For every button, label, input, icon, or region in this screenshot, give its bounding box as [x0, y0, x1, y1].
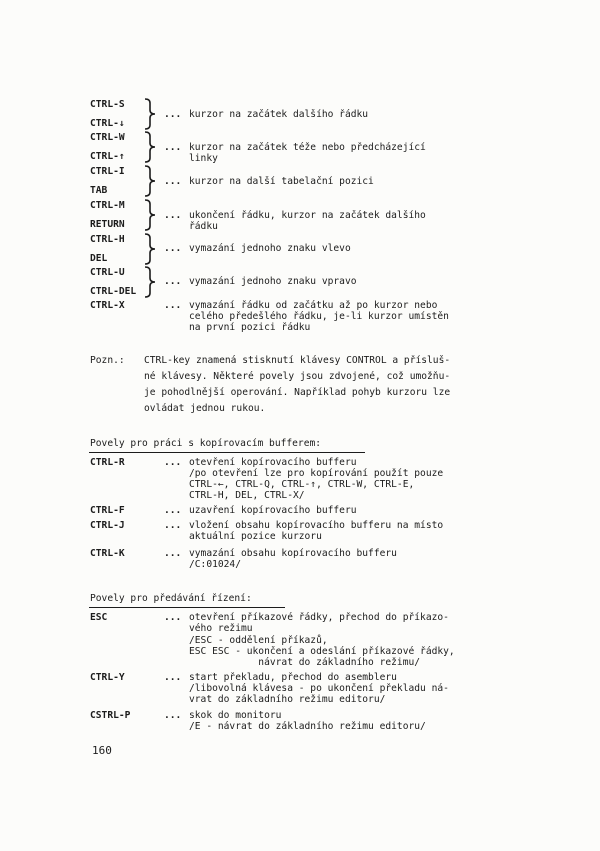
key-description: návrat do základního režimu/: [189, 657, 421, 668]
key-description: vymazání řádku od začátku až po kurzor nebo: [189, 300, 438, 311]
leader-dots: ...: [164, 672, 182, 683]
key-label: CTRL-M: [90, 200, 125, 211]
heading-underline: [89, 607, 285, 608]
leader-dots: ...: [164, 548, 182, 559]
page-number: 160: [92, 744, 112, 757]
key-label: CTRL-S: [90, 99, 125, 110]
key-description: otevření kopírovacího bufferu: [189, 457, 357, 468]
leader-dots: ...: [164, 612, 182, 623]
leader-dots: ...: [164, 176, 182, 187]
heading-underline: [89, 452, 365, 453]
right-brace-icon: [143, 233, 157, 265]
leader-dots: ...: [164, 710, 182, 721]
right-brace-icon: [143, 165, 157, 197]
key-description: vložení obsahu kopírovacího bufferu na místo: [189, 520, 444, 531]
key-description: na první pozici řádku: [189, 322, 311, 333]
key-description: linky: [189, 153, 218, 164]
key-description: vymazání obsahu kopírovacího bufferu: [189, 548, 397, 559]
key-label: CTRL-X: [90, 300, 125, 311]
key-description: aktuální pozice kurzoru: [189, 531, 322, 542]
key-description: CTRL-H, DEL, CTRL-X/: [189, 490, 305, 501]
key-description: uzavření kopírovacího bufferu: [189, 505, 357, 516]
section-heading: Povely pro práci s kopírovacím bufferem:: [90, 438, 322, 449]
note-label: Pozn.:: [90, 355, 125, 366]
right-brace-icon: [143, 266, 157, 298]
note-line: je pohodlnější operování. Například pohyb kurzoru lze: [144, 387, 451, 398]
note-line: ovládat jednou rukou.: [144, 403, 266, 414]
key-label: CTRL-↑: [90, 151, 125, 162]
key-description: kurzor na začátek dalšího řádku: [189, 109, 369, 120]
key-description: otevření příkazové řádky, přechod do příkazo-: [189, 612, 449, 623]
leader-dots: ...: [164, 276, 182, 287]
leader-dots: ...: [164, 243, 182, 254]
key-label: CTRL-H: [90, 234, 125, 245]
leader-dots: ...: [164, 457, 182, 468]
leader-dots: ...: [164, 520, 182, 531]
right-brace-icon: [143, 98, 157, 130]
key-label: CTRL-J: [90, 520, 125, 531]
key-description: /E - návrat do základního režimu editoru/: [189, 721, 426, 732]
key-label: CTRL-F: [90, 505, 125, 516]
leader-dots: ...: [164, 505, 182, 516]
key-description: skok do monitoru: [189, 710, 282, 721]
note-line: CTRL-key znamená stisknutí klávesy CONTROL a přísluš-: [144, 355, 451, 366]
key-description: kurzor na další tabelační pozici: [189, 176, 374, 187]
key-label: CTRL-↓: [90, 118, 125, 129]
note-line: né klávesy. Některé povely jsou zdvojené, což umožňu-: [144, 371, 451, 382]
key-label: CTRL-I: [90, 166, 125, 177]
right-brace-icon: [143, 131, 157, 163]
key-description: ESC ESC - ukončení a odeslání příkazové řádky,: [189, 646, 455, 657]
key-label: CTRL-R: [90, 457, 125, 468]
leader-dots: ...: [164, 210, 182, 221]
key-label: CTRL-K: [90, 548, 125, 559]
key-description: /po otevření lze pro kopírování použít pouze: [189, 468, 444, 479]
key-description: /libovolná klávesa - po ukončení překladu ná-: [189, 683, 449, 694]
key-description: vrat do základního režimu editoru/: [189, 694, 386, 705]
key-label: CTRL-Y: [90, 672, 125, 683]
key-description: vymazání jednoho znaku vlevo: [189, 243, 351, 254]
key-description: vého režimu: [189, 623, 253, 634]
key-description: start překladu, přechod do asembleru: [189, 672, 397, 683]
leader-dots: ...: [164, 109, 182, 120]
key-description: kurzor na začátek téže nebo předcházející: [189, 142, 426, 153]
key-description: /ESC - oddělení příkazů,: [189, 635, 328, 646]
key-description: ukončení řádku, kurzor na začátek dalšího: [189, 210, 426, 221]
key-label: CTRL-U: [90, 267, 125, 278]
key-description: celého předešlého řádku, je-li kurzor umístěn: [189, 311, 449, 322]
key-label: CSTRL-P: [90, 710, 131, 721]
key-description: řádku: [189, 221, 218, 232]
key-label: DEL: [90, 253, 108, 264]
key-label: ESC: [90, 612, 108, 623]
key-label: CTRL-DEL: [90, 286, 137, 297]
key-label: TAB: [90, 185, 108, 196]
key-description: CTRL-←, CTRL-Q, CTRL-↑, CTRL-W, CTRL-E,: [189, 479, 415, 490]
key-label: RETURN: [90, 219, 125, 230]
key-label: CTRL-W: [90, 132, 125, 143]
leader-dots: ...: [164, 300, 182, 311]
key-description: /C:01024/: [189, 559, 241, 570]
right-brace-icon: [143, 199, 157, 231]
leader-dots: ...: [164, 142, 182, 153]
section-heading: Povely pro předávání řízení:: [90, 593, 252, 604]
key-description: vymazání jednoho znaku vpravo: [189, 276, 357, 287]
